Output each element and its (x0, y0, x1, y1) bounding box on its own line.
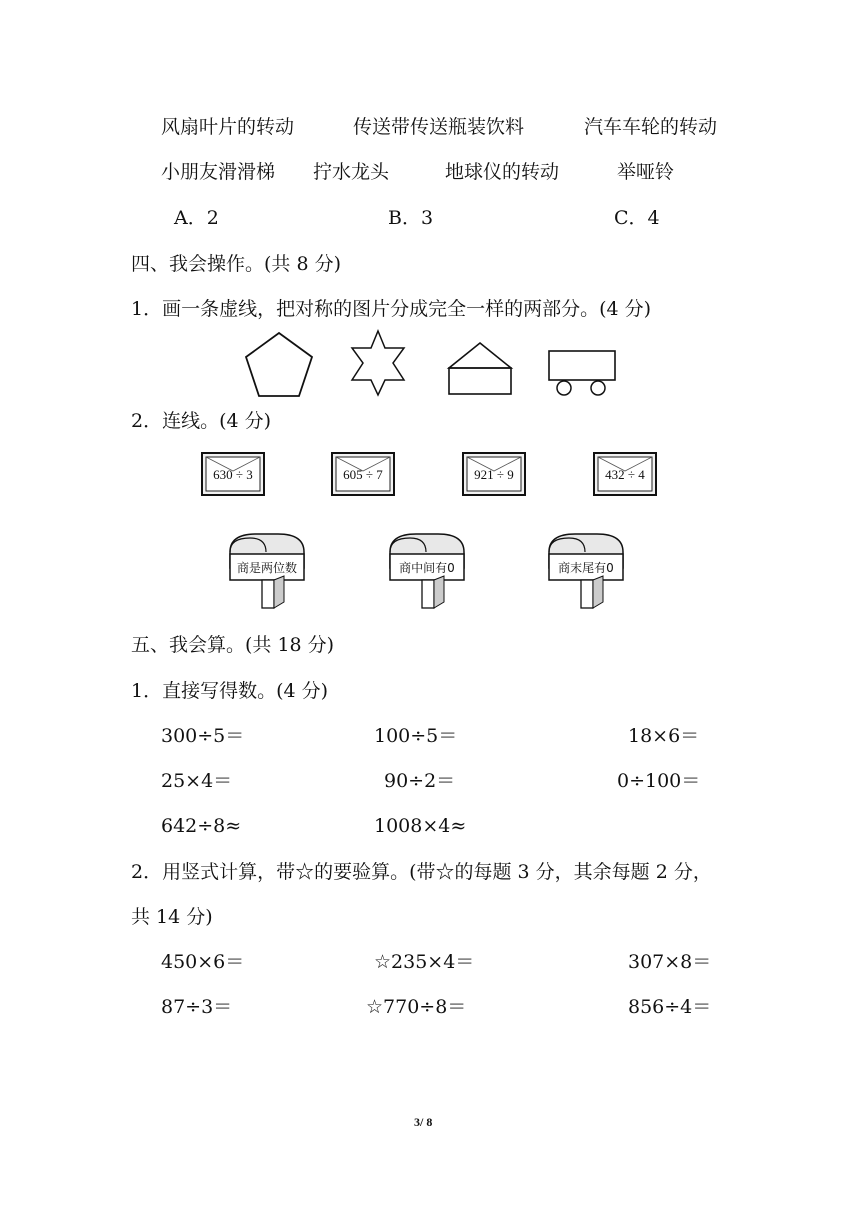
choice-a: A．2 (174, 207, 219, 229)
math-item: 450×6＝ (161, 951, 245, 973)
math-item: 856÷4＝ (628, 996, 712, 1018)
question-text: 2．连线。(4 分) (131, 410, 272, 432)
card-label: 630 ÷ 3 (213, 467, 253, 482)
option-text: 汽车车轮的转动 (584, 116, 718, 138)
option-text: 传送带传送瓶装饮料 (353, 116, 525, 138)
math-item: 1008×4≈ (374, 815, 467, 837)
math-item: 300÷5＝ (161, 725, 245, 747)
question-text: 共 14 分) (131, 906, 213, 928)
option-text: 拧水龙头 (313, 161, 390, 183)
pentagon-icon (242, 330, 316, 400)
section-title: 四、我会操作。(共 8 分) (131, 253, 341, 275)
section-title: 五、我会算。(共 18 分) (131, 634, 335, 656)
cart-icon (546, 348, 618, 398)
option-text: 地球仪的转动 (445, 161, 560, 183)
house-icon (446, 340, 514, 398)
math-item: 642÷8≈ (161, 815, 242, 837)
math-item: ☆235×4＝ (374, 951, 475, 973)
option-text: 举哑铃 (617, 161, 675, 183)
math-item: ☆770÷8＝ (366, 996, 467, 1018)
choice-c: C．4 (614, 207, 660, 229)
star-icon (346, 328, 410, 398)
page-number: 3/ 8 (414, 1115, 433, 1129)
math-item: 100÷5＝ (374, 725, 458, 747)
choice-b: B．3 (388, 207, 434, 229)
math-item: 90÷2＝ (384, 770, 456, 792)
question-text: 1．直接写得数。(4 分) (131, 680, 329, 702)
mailbox-label: 商末尾有0 (558, 561, 614, 575)
option-text: 小朋友滑滑梯 (161, 161, 276, 183)
math-item: 87÷3＝ (161, 996, 233, 1018)
math-item: 25×4＝ (161, 770, 233, 792)
math-item: 307×8＝ (628, 951, 712, 973)
mailbox-label: 商中间有0 (399, 561, 455, 575)
card-label: 432 ÷ 4 (605, 467, 645, 482)
question-text: 1．画一条虚线，把对称的图片分成完全一样的两部分。(4 分) (131, 298, 652, 320)
card-label: 605 ÷ 7 (343, 467, 383, 482)
question-text: 2．用竖式计算，带☆的要验算。(带☆的每题 3 分，其余每题 2 分， (131, 861, 712, 883)
math-item: 0÷100＝ (617, 770, 701, 792)
option-text: 风扇叶片的转动 (161, 116, 295, 138)
mailbox-label: 商是两位数 (236, 561, 297, 575)
math-item: 18×6＝ (628, 725, 700, 747)
card-label: 921 ÷ 9 (474, 467, 514, 482)
